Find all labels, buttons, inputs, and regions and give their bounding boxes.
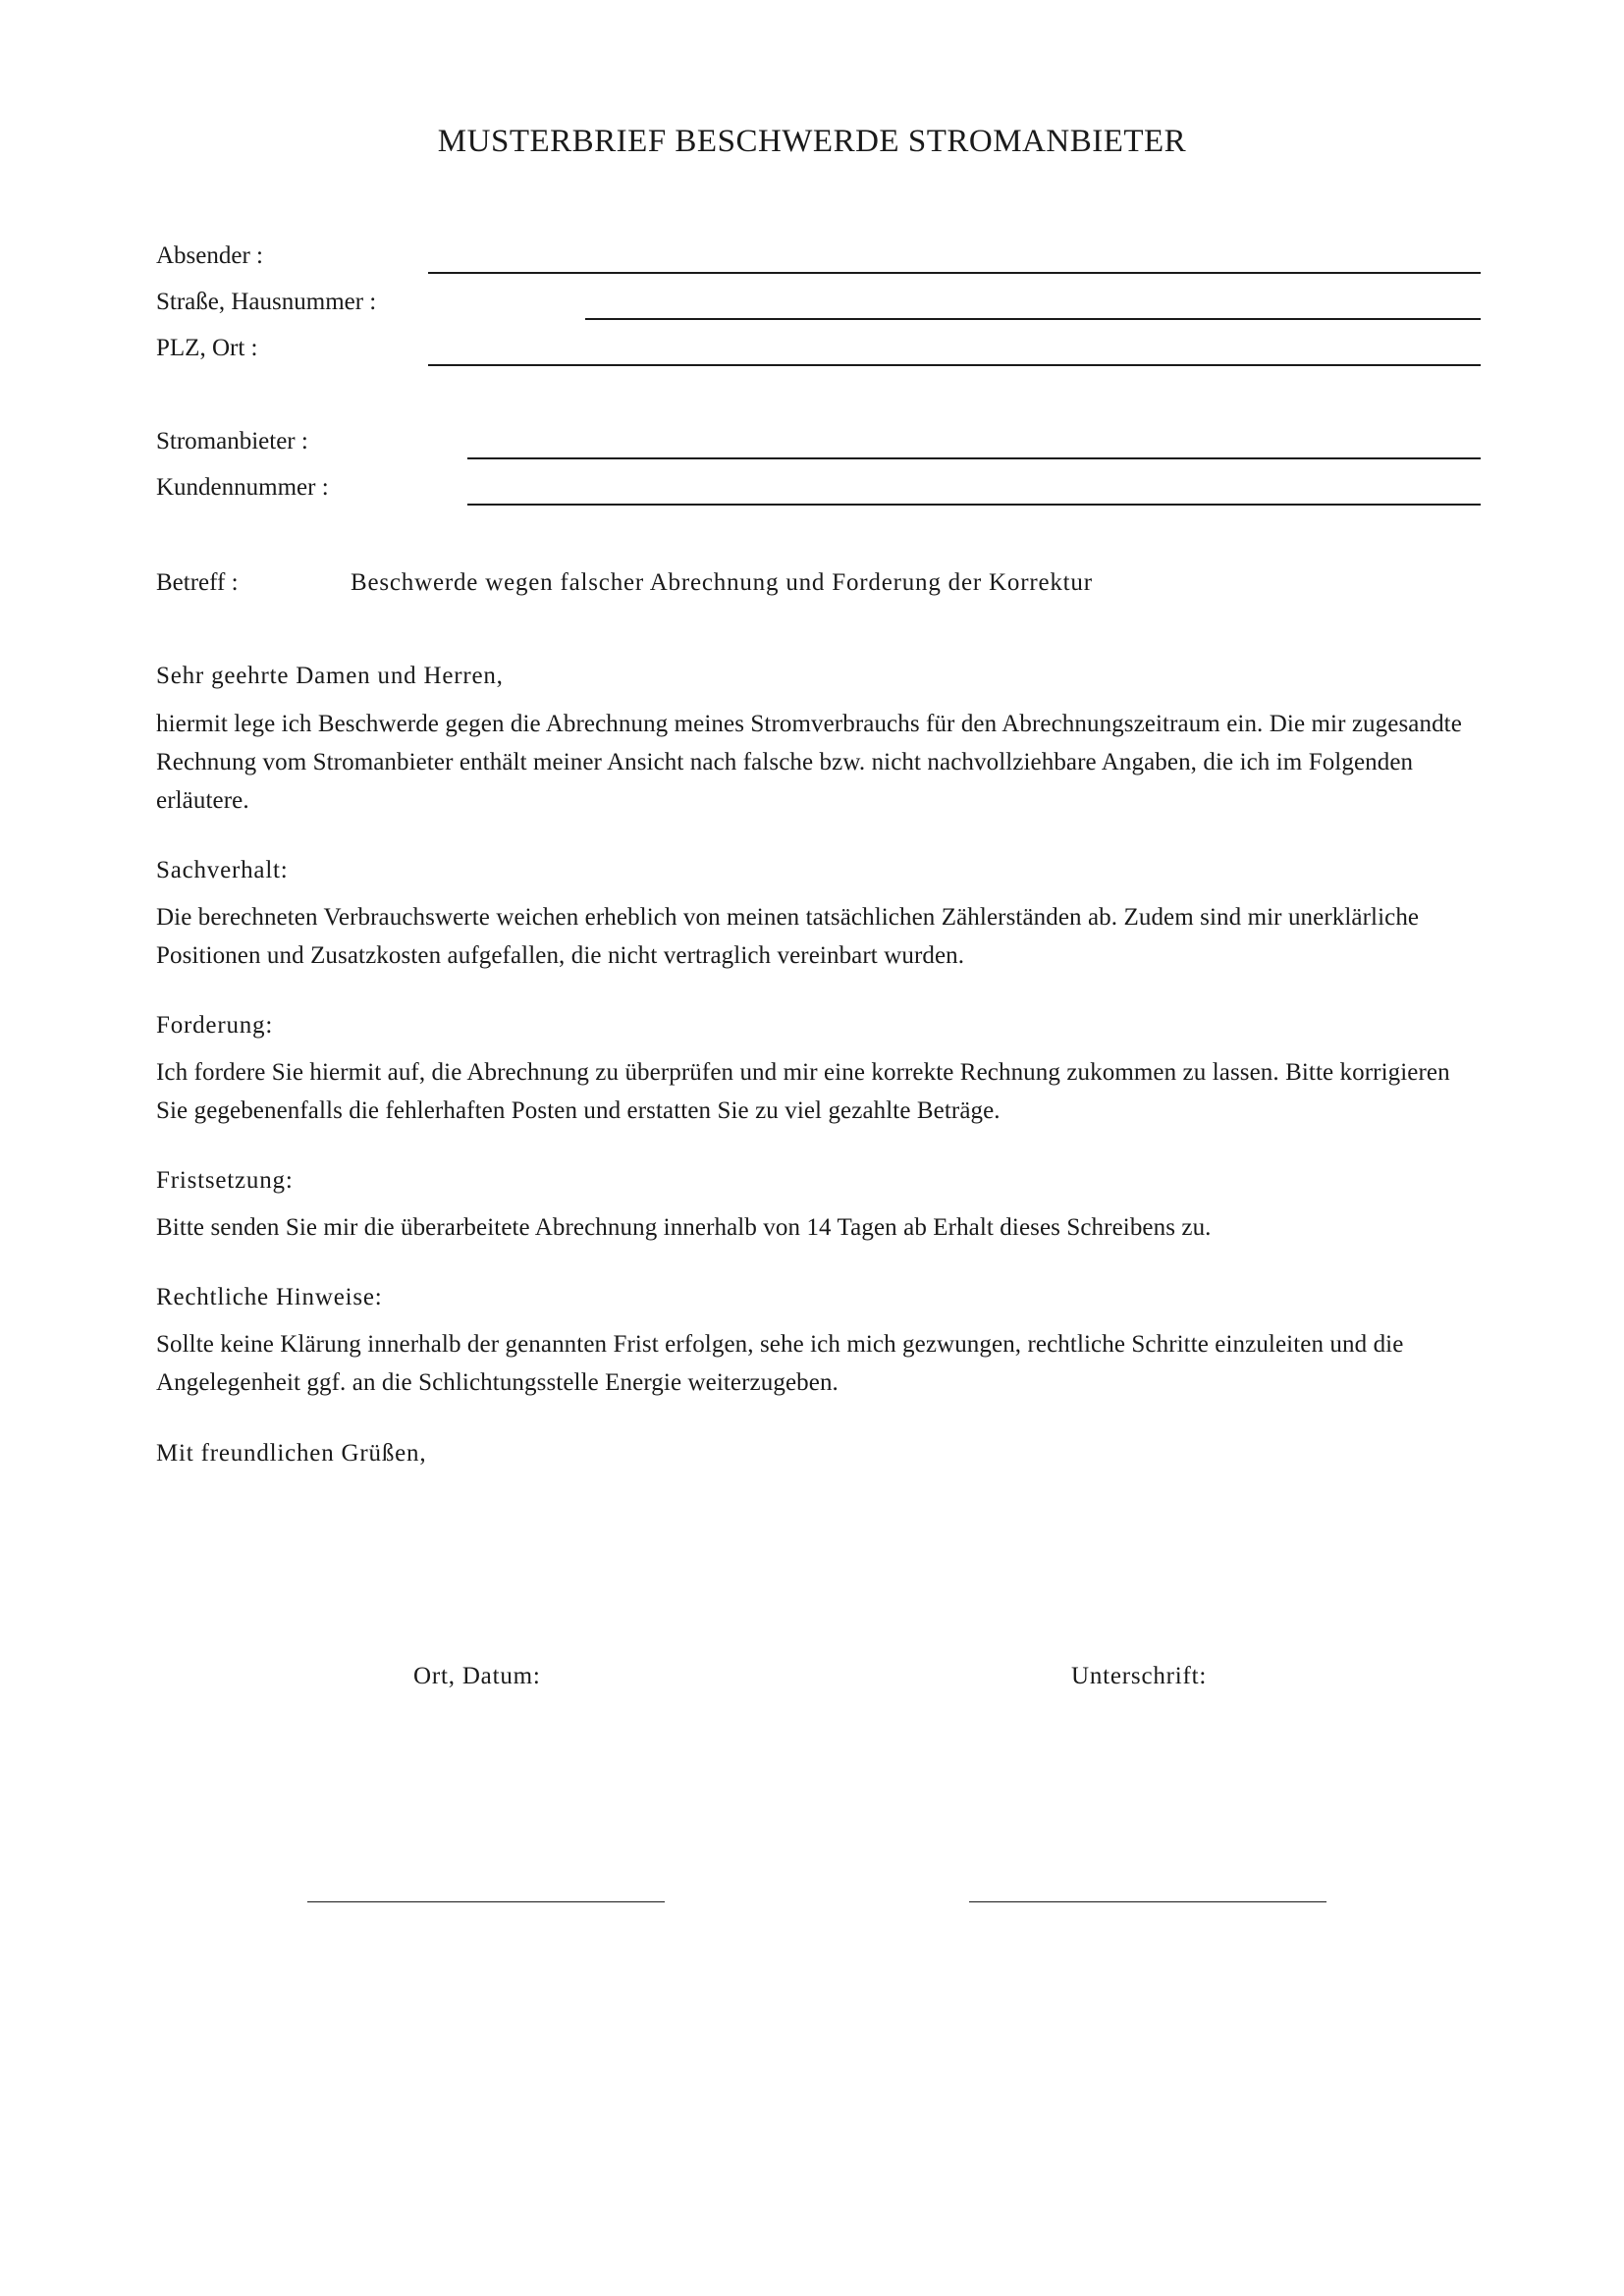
zip-city-input-line[interactable] xyxy=(428,364,1481,366)
zip-city-label: PLZ, Ort : xyxy=(156,335,258,361)
subject-text: Beschwerde wegen falscher Abrechnung und Forderung der Korrektur xyxy=(351,569,1093,596)
provider-label: Stromanbieter : xyxy=(156,428,308,454)
section-heading-forderung: Forderung: xyxy=(156,1012,274,1039)
subject-label: Betreff : xyxy=(156,569,239,596)
intro-paragraph: hiermit lege ich Beschwerde gegen die Abrechnung meines Stromverbrauchs für den Abrechnungszeitraum ein. Die mir zugesandte Rechnung vom Stromanbieter enthält meiner Ansicht nach falsche bzw. nicht nachvollziehbare Angaben, die ich im Folgenden erläutere. xyxy=(156,711,1462,814)
document-title: MUSTERBRIEF BESCHWERDE STROMANBIETER xyxy=(437,124,1187,159)
place-date-label: Ort, Datum: xyxy=(413,1663,541,1689)
section-body-rechtliche-hinweise: Sollte keine Klärung innerhalb der genannten Frist erfolgen, sehe ich mich gezwungen, rechtliche Schritte einzuleiten und die Angelegenheit ggf. an die Schlichtungsstelle Energie weiterzugeben. xyxy=(156,1331,1404,1396)
sender-input-line[interactable] xyxy=(428,272,1481,274)
street-label: Straße, Hausnummer : xyxy=(156,289,377,315)
sender-label: Absender : xyxy=(156,242,263,269)
signature-label: Unterschrift: xyxy=(1071,1663,1208,1689)
section-heading-fristsetzung: Fristsetzung: xyxy=(156,1167,294,1194)
section-body-sachverhalt: Die berechneten Verbrauchswerte weichen erheblich von meinen tatsächlichen Zählerständen ab. Zudem sind mir unerklärliche Positionen und Zusatzkosten aufgefallen, die nicht vertraglich vereinbart wurden. xyxy=(156,904,1420,969)
section-heading-rechtliche-hinweise: Rechtliche Hinweise: xyxy=(156,1284,383,1310)
provider-input-line[interactable] xyxy=(467,457,1481,459)
section-body-forderung: Ich fordere Sie hiermit auf, die Abrechnung zu überprüfen und mir eine korrekte Rechnung zukommen zu lassen. Bitte korrigieren Sie gegebenenfalls die fehlerhaften Posten und erstatten Sie zu viel gezahlte Beträge. xyxy=(156,1059,1450,1124)
customer-number-label: Kundennummer : xyxy=(156,474,329,501)
salutation: Sehr geehrte Damen und Herren, xyxy=(156,663,504,689)
closing: Mit freundlichen Grüßen, xyxy=(156,1440,427,1467)
signature-line[interactable] xyxy=(969,1901,1326,1902)
place-date-line[interactable] xyxy=(307,1901,665,1902)
street-input-line[interactable] xyxy=(585,318,1481,320)
section-heading-sachverhalt: Sachverhalt: xyxy=(156,857,289,883)
customer-number-input-line[interactable] xyxy=(467,504,1481,506)
section-body-fristsetzung: Bitte senden Sie mir die überarbeitete Abrechnung innerhalb von 14 Tagen ab Erhalt dieses Schreibens zu. xyxy=(156,1214,1212,1241)
